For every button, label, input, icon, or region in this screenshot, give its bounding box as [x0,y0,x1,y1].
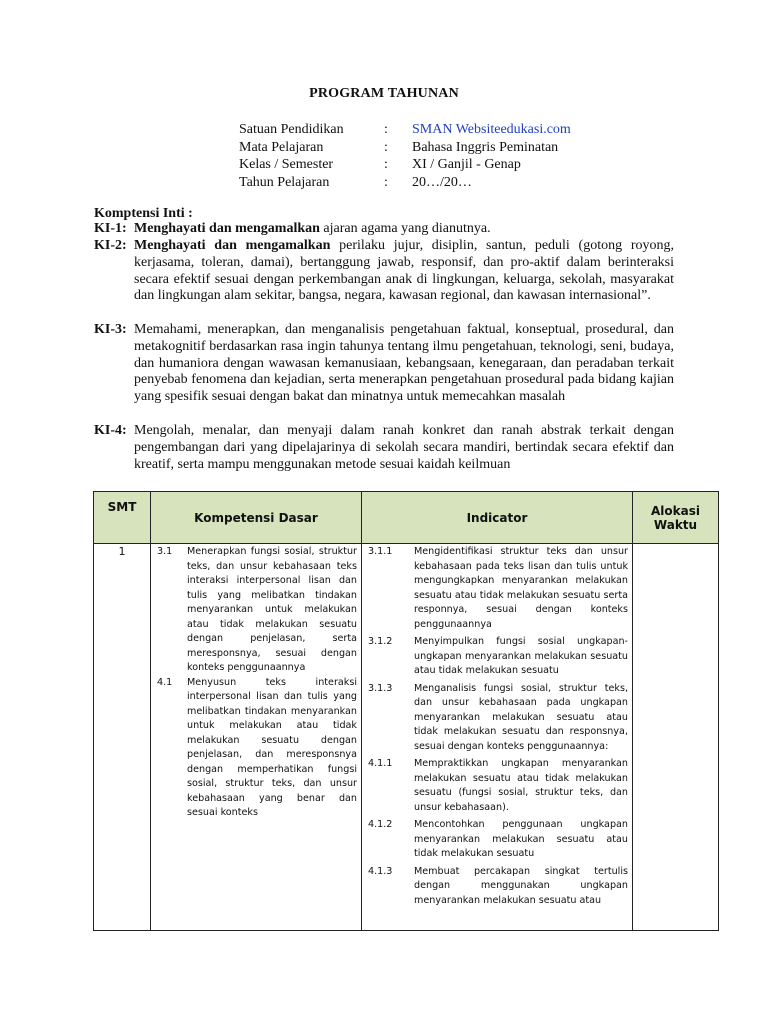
kd-number: 4.1 [157,676,173,688]
info-label: Kelas / Semester [239,157,334,172]
ki-bold: Menghayati dan mengamalkan [134,221,320,236]
kd-text: Menerapkan fungsi sosial, struktur teks, dan unsur kebahasaan teks interaksi interpersonal lisan dan tulis yang melibatkan tindakan menyarankan untuk melakukan atau tidak melakukan sesuatu dengan penjelasan, serta meresponsnya, sesuai dengan konteks penggunaannya [187,546,357,673]
indicator-text: Membuat percakapan singkat tertulis dengan menggunakan ungkapan menyarankan melakukan sesuatu atau [414,865,628,906]
header-kompetensi-dasar: Kompetensi Dasar [151,492,362,544]
indicator-cell [362,544,633,931]
indicator-text: Menganalisis fungsi sosial, struktur teks, dan unsur kebahasaan pada ungkapan menyarankan melakukan sesuatu atau tidak melakukan sesuatu dan responsnya, sesuai dengan konteks penggunaannya: [414,682,628,752]
indicator-number: 3.1.1 [368,546,393,557]
ki-text [134,221,674,238]
ki-code: KI-2: [94,238,127,253]
info-colon: : [384,174,388,190]
info-row-satuan [239,121,571,139]
ki-heading: Komptensi Inti : [94,206,193,221]
header-smt: SMT [94,492,151,544]
ki-3 [94,322,674,406]
header-indicator: Indicator [362,492,633,544]
table-row [94,544,719,931]
program-table [93,491,719,931]
ki-text [134,238,674,305]
indicator-number: 3.1.2 [368,636,393,647]
indicator-number: 4.1.2 [368,819,393,830]
info-label: Mata Pelajaran [239,139,324,155]
ki-1 [94,221,674,238]
info-row-kelas [239,156,571,174]
indicator-number: 4.1.3 [368,865,393,877]
info-value: 20…/20… [412,174,472,190]
ki-code: KI-4: [94,423,127,438]
ki-code: KI-3: [94,322,127,337]
indicator-number: 3.1.3 [368,682,393,694]
indicator-item [368,757,628,815]
ki-code: KI-1: [94,221,127,236]
indicator-item [368,818,628,862]
info-value: Bahasa Inggris Peminatan [412,139,559,155]
kd-item [157,676,357,821]
info-colon: : [384,157,388,172]
kd-cell [151,544,362,931]
info-row-mapel [239,139,571,157]
indicator-item [368,545,628,632]
table-header-row [94,492,719,544]
indicator-text: Mengidentifikasi struktur teks dan unsur kebahasaan pada teks lisan dan tulis untuk mengungkapkan menyarankan melakukan sesuatu atau tidak melakukan sesuatu serta responnya, sesuai dengan konteks penggunaannya [414,546,628,630]
info-row-tahun [239,174,571,192]
kd-text: Menyusun teks interaksi interpersonal lisan dan tulis yang melibatkan tindakan menyarankan untuk melakukan atau tidak melakukan sesuatu dengan penjelasan, dan meresponsnya dengan memperhatikan fungsi sosial, struktur teks, dan unsur kebahasaan yang benar dan sesuai konteks [187,676,357,818]
smt-value: 1 [118,545,126,558]
indicator-item [368,865,628,909]
ki-body: Memahami, menerapkan, dan menganalisis pengetahuan faktual, konseptual, prosedural, dan metakognitif berdasarkan rasa ingin tahunya tentang ilmu pengetahuan, teknologi, seni, budaya, dan humaniora dengan wawasan kemanusiaan, kebangsaan, kenegaraan, dan peradaban terkait penyebab fenomena dan kejadian, serta menerapkan pengetahuan prosedural pada bidang kajian yang spesifik sesuai dengan bakat dan minatnya untuk memecahkan masalah [134,322,674,405]
indicator-text: Mencontohkan penggunaan ungkapan menyarankan melakukan sesuatu atau tidak melakukan sesuatu [414,819,628,859]
header-alokasi-waktu: Alokasi Waktu [633,492,719,544]
ki-bold: Menghayati dan mengamalkan [134,238,331,253]
kd-item [157,545,357,676]
ki-text [134,423,674,473]
smt-cell [94,544,151,931]
school-link[interactable]: SMAN Websiteedukasi.com [412,122,571,137]
ki-body: ajaran agama yang dianutnya. [319,221,491,236]
ki-text [134,322,674,406]
indicator-text: Menyimpulkan fungsi sosial ungkapan-ungkapan menyarankan melakukan sesuatu atau tidak melakukan sesuatu [414,636,628,676]
alokasi-cell [633,544,719,931]
ki-body: Mengolah, menalar, dan menyaji dalam ranah konkret dan ranah abstrak terkait dengan pengembangan dari yang dipelajarinya di sekolah secara mandiri, bertindak secara efektif dan kreatif, serta mampu menggunakan metode sesuai kaidah keilmuan [134,423,674,472]
ki-4 [94,423,674,473]
kd-number: 3.1 [157,546,173,557]
info-label: Tahun Pelajaran [239,174,330,190]
indicator-item [368,682,628,755]
info-colon: : [384,139,388,155]
info-colon: : [384,122,388,137]
indicator-item [368,635,628,679]
info-value: XI / Ganjil - Genap [412,157,521,172]
page-title: PROGRAM TAHUNAN [309,86,459,101]
document-info [239,121,571,191]
ki-body: perilaku jujur, disiplin, santun, peduli (gotong royong, kerjasama, toleran, damai), bertanggung jawab, responsif, dan pro-aktif dalam berinteraksi secara efektif sesuai dengan perkembangan anak di lingkungan, keluarga, sekolah, masyarakat dan lingkungan alam sekitar, bangsa, negara, kawasan regional, dan kawasan internasional”. [134,238,674,304]
indicator-number: 4.1.1 [368,758,393,769]
info-label: Satuan Pendidikan [239,122,344,137]
ki-2 [94,238,674,305]
indicator-text: Mempraktikkan ungkapan menyarankan melakukan sesuatu atau tidak melakukan sesuatu (fungsi sosial, struktur teks, dan unsur kebahasaan). [414,758,628,813]
